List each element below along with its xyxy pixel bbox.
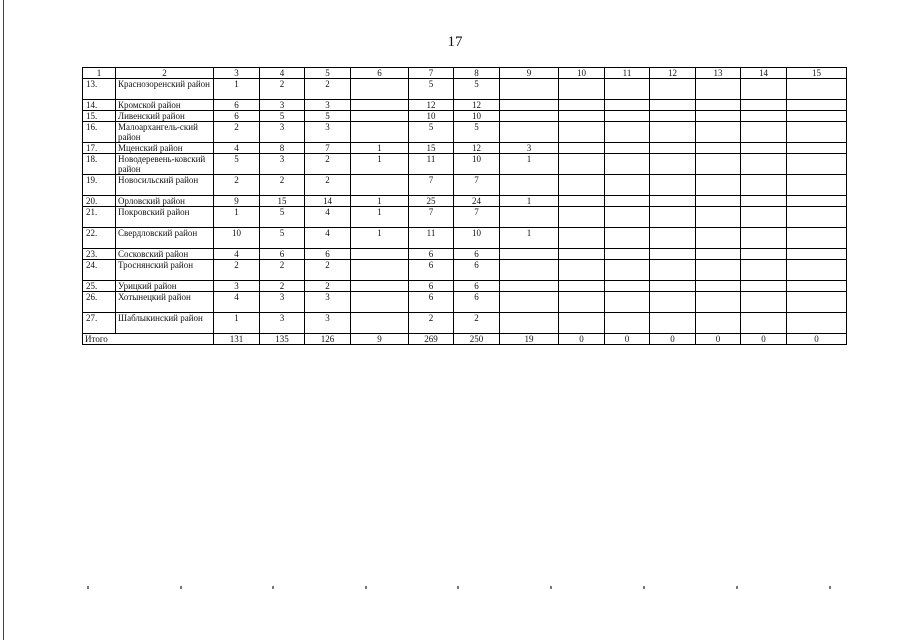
table-cell: 0 [559,334,605,345]
table-cell [787,249,847,260]
table-cell: 3 [305,122,351,143]
table-cell: Хотынецкий район [116,292,214,313]
table-cell: 25 [409,196,454,207]
table-cell: 3 [260,313,305,334]
table-cell [605,100,650,111]
table-cell [650,196,696,207]
table-cell: 24 [454,196,500,207]
table-cell [559,292,605,313]
table-cell: 250 [454,334,500,345]
table-cell [351,281,409,292]
table-cell [559,228,605,249]
table-cell [741,228,787,249]
table-cell [559,260,605,281]
table-cell: Итого [83,334,214,345]
table-cell [787,228,847,249]
table-cell: 6 [454,260,500,281]
table-cell [605,196,650,207]
table-cell [741,260,787,281]
table-cell: 7 [454,175,500,196]
table-cell [741,249,787,260]
scan-dot [550,586,552,589]
table-cell: 4 [305,228,351,249]
table-cell: 1 [214,79,260,100]
table-cell: 6 [260,249,305,260]
table-cell: 24. [83,260,116,281]
table-cell: 0 [787,334,847,345]
table-cell [351,100,409,111]
table-cell: 2 [454,313,500,334]
table-cell: 12 [454,143,500,154]
table-cell: 5 [305,111,351,122]
table-row [83,196,847,207]
table-cell [696,175,741,196]
table-cell: 2 [260,281,305,292]
table-cell [500,207,559,228]
table-cell: 1 [214,313,260,334]
table-total-row [83,334,847,345]
table-cell: 1 [351,228,409,249]
table-cell: 5 [260,228,305,249]
table-cell [559,154,605,175]
table-cell: 0 [605,334,650,345]
table-cell [351,292,409,313]
table-cell: 2 [214,175,260,196]
table-cell: 4 [214,249,260,260]
table-cell: 10 [454,228,500,249]
table-cell: 3 [214,281,260,292]
header-cell: 8 [454,68,500,79]
table-cell: Мценский район [116,143,214,154]
table-cell: 6 [409,281,454,292]
table-cell [559,143,605,154]
table-cell [500,313,559,334]
table-cell: 3 [305,313,351,334]
table-cell [650,122,696,143]
table-cell: 6 [454,281,500,292]
table-row [83,313,847,334]
table-cell [741,154,787,175]
table-cell: 0 [696,334,741,345]
scan-dot [180,586,182,589]
scan-dot [457,586,459,589]
table-cell: 135 [260,334,305,345]
table-cell [500,281,559,292]
table-cell: 10 [454,111,500,122]
table-cell: Новодеревень-ковский район [116,154,214,175]
table-cell [650,228,696,249]
table-cell: 5 [409,79,454,100]
table-cell [741,100,787,111]
table-cell [559,207,605,228]
table-cell [605,292,650,313]
table-cell: 15 [409,143,454,154]
table-cell: 7 [454,207,500,228]
table-cell: 1 [500,196,559,207]
page-number: 17 [447,34,463,50]
table-cell: 2 [214,122,260,143]
table-cell: 18. [83,154,116,175]
district-table [82,67,847,345]
table-cell: 5 [454,79,500,100]
header-cell: 11 [605,68,650,79]
table-cell: 6 [409,260,454,281]
table-cell [605,228,650,249]
table-cell [500,175,559,196]
table-cell [559,100,605,111]
table-cell: Урицкий район [116,281,214,292]
scan-dot [272,586,274,589]
table-cell [787,122,847,143]
table-cell: 12 [409,100,454,111]
table-cell: 4 [214,143,260,154]
table-cell [605,143,650,154]
table-cell: 15 [260,196,305,207]
table-cell [351,260,409,281]
table-cell [351,313,409,334]
table-cell [741,175,787,196]
table-cell [605,175,650,196]
table-cell [559,313,605,334]
table-header-row [83,68,847,79]
table-cell [500,249,559,260]
table-row [83,122,847,143]
table-cell [696,260,741,281]
table-cell [787,100,847,111]
table-cell: 1 [351,196,409,207]
table-cell: Орловский район [116,196,214,207]
table-cell: 14. [83,100,116,111]
table-cell: 26. [83,292,116,313]
table-cell: 7 [409,175,454,196]
table-cell: 2 [305,79,351,100]
table-cell [696,143,741,154]
table-cell [650,111,696,122]
table-cell [696,196,741,207]
table-cell [500,79,559,100]
table-cell: Свердловский район [116,228,214,249]
table-cell [741,292,787,313]
table-cell: 269 [409,334,454,345]
table-cell: 6 [409,249,454,260]
table-cell [696,154,741,175]
header-cell: 9 [500,68,559,79]
table-cell: 3 [260,154,305,175]
table-cell [741,111,787,122]
table-cell [650,281,696,292]
table-cell: 25. [83,281,116,292]
table-cell [787,154,847,175]
table-cell: 8 [260,143,305,154]
table-cell: 3 [500,143,559,154]
table-cell: 2 [260,260,305,281]
header-cell: 15 [787,68,847,79]
table-row [83,292,847,313]
table-cell: 17. [83,143,116,154]
table-cell [559,196,605,207]
table-cell: 16. [83,122,116,143]
table-cell [500,260,559,281]
table-cell: 10 [214,228,260,249]
table-cell [650,249,696,260]
table-cell: 15. [83,111,116,122]
table-cell: Кромской район [116,100,214,111]
table-cell [351,175,409,196]
table-cell [650,313,696,334]
table-cell [787,79,847,100]
scan-dot [736,586,738,589]
table-cell: 10 [454,154,500,175]
table-cell: 6 [454,249,500,260]
table-cell: Малоархангель-ский район [116,122,214,143]
table-cell [696,79,741,100]
table-cell: 21. [83,207,116,228]
table-cell [650,175,696,196]
header-cell: 14 [741,68,787,79]
table-cell: 11 [409,154,454,175]
table-cell: 1 [500,228,559,249]
table-row [83,154,847,175]
table-cell [741,122,787,143]
table-cell: 6 [409,292,454,313]
table-cell: 6 [454,292,500,313]
table-cell: 1 [214,207,260,228]
table-cell [605,249,650,260]
table-row [83,260,847,281]
table-cell [650,207,696,228]
table-cell: 2 [260,175,305,196]
table-cell: Покровский район [116,207,214,228]
table-cell: 12 [454,100,500,111]
table-cell [787,111,847,122]
table-row [83,79,847,100]
table-cell: 23. [83,249,116,260]
table-row [83,111,847,122]
table-cell: 19 [500,334,559,345]
table-cell [741,79,787,100]
table-cell [696,122,741,143]
header-cell: 1 [83,68,116,79]
table-cell: 2 [305,154,351,175]
table-cell [787,143,847,154]
table-cell [605,111,650,122]
table-cell [605,260,650,281]
table-cell: 6 [214,111,260,122]
table-cell: 9 [214,196,260,207]
table-cell: 5 [260,111,305,122]
table-cell [650,260,696,281]
table-row [83,249,847,260]
table-cell [559,249,605,260]
table-cell [605,313,650,334]
table-cell: 5 [454,122,500,143]
table-cell [741,313,787,334]
table-cell [741,281,787,292]
table-cell [605,154,650,175]
table-cell: 27. [83,313,116,334]
table-cell: 3 [305,100,351,111]
table-cell: 9 [351,334,409,345]
table-cell [650,143,696,154]
table-cell [787,313,847,334]
table-cell: 22. [83,228,116,249]
table-cell [787,260,847,281]
table-body [83,68,847,345]
table-cell: Краснозоренский район [116,79,214,100]
table-cell: 2 [305,281,351,292]
table-cell: 126 [305,334,351,345]
table-cell: 1 [351,143,409,154]
table-cell [787,196,847,207]
table-cell [559,79,605,100]
table-cell: Сосковский район [116,249,214,260]
header-cell: 10 [559,68,605,79]
table-cell: 7 [305,143,351,154]
table-cell [696,313,741,334]
table-cell [605,79,650,100]
table-cell [351,249,409,260]
table-cell: 6 [305,249,351,260]
table-cell [696,292,741,313]
table-cell [500,100,559,111]
table-cell [605,207,650,228]
table-cell: 0 [741,334,787,345]
header-cell: 6 [351,68,409,79]
table-cell: 5 [409,122,454,143]
table-cell: 2 [260,79,305,100]
table-cell [696,207,741,228]
table-cell: 10 [409,111,454,122]
scan-dots [0,586,905,592]
table-row [83,281,847,292]
table-row [83,228,847,249]
table-cell: 13. [83,79,116,100]
table-cell: 1 [351,154,409,175]
table-cell [351,79,409,100]
scan-dot [829,586,831,589]
header-cell: 4 [260,68,305,79]
table-cell: Новосильский район [116,175,214,196]
table-cell [559,281,605,292]
table-cell: Ливенский район [116,111,214,122]
table-cell [500,122,559,143]
table-cell: 3 [260,122,305,143]
table-cell [650,100,696,111]
table-cell [696,281,741,292]
table-cell: 3 [305,292,351,313]
table-cell: 2 [305,175,351,196]
table-cell [559,175,605,196]
table-cell [650,292,696,313]
table-cell [559,122,605,143]
table-cell [559,111,605,122]
header-cell: 3 [214,68,260,79]
table-cell: 6 [214,100,260,111]
table-cell: 20. [83,196,116,207]
table-row [83,143,847,154]
header-cell: 2 [116,68,214,79]
table-cell [696,228,741,249]
table-cell: 4 [214,292,260,313]
table-cell [696,100,741,111]
table-cell: 4 [305,207,351,228]
table-cell: Шаблыкинский район [116,313,214,334]
table-cell: 11 [409,228,454,249]
table-cell: 1 [500,154,559,175]
table-cell [650,79,696,100]
table-cell [351,111,409,122]
table-cell [696,249,741,260]
table-cell [741,196,787,207]
table-cell: 5 [214,154,260,175]
table-cell [787,207,847,228]
table-cell [741,207,787,228]
table-cell [787,292,847,313]
table-cell [650,154,696,175]
table-cell [605,122,650,143]
table-row [83,175,847,196]
table-cell: 3 [260,100,305,111]
table-row [83,207,847,228]
header-cell: 7 [409,68,454,79]
table-cell: 3 [260,292,305,313]
table-cell: 5 [260,207,305,228]
table-cell: 0 [650,334,696,345]
table-cell: 2 [409,313,454,334]
table-cell [741,143,787,154]
table-cell [500,111,559,122]
table-cell: 2 [214,260,260,281]
table-cell [696,111,741,122]
table-row [83,100,847,111]
page-left-edge [3,0,4,640]
table-cell: 19. [83,175,116,196]
table-cell [605,281,650,292]
scan-dot [643,586,645,589]
header-cell: 13 [696,68,741,79]
table-cell: 14 [305,196,351,207]
table-cell: 1 [351,207,409,228]
table-cell: 131 [214,334,260,345]
table-cell [787,175,847,196]
scan-dot [87,586,89,589]
table-cell: Троснянский район [116,260,214,281]
header-cell: 5 [305,68,351,79]
table-cell [787,281,847,292]
table-cell [351,122,409,143]
scan-dot [365,586,367,589]
table-cell [500,292,559,313]
table-cell: 7 [409,207,454,228]
table-cell: 2 [305,260,351,281]
header-cell: 12 [650,68,696,79]
